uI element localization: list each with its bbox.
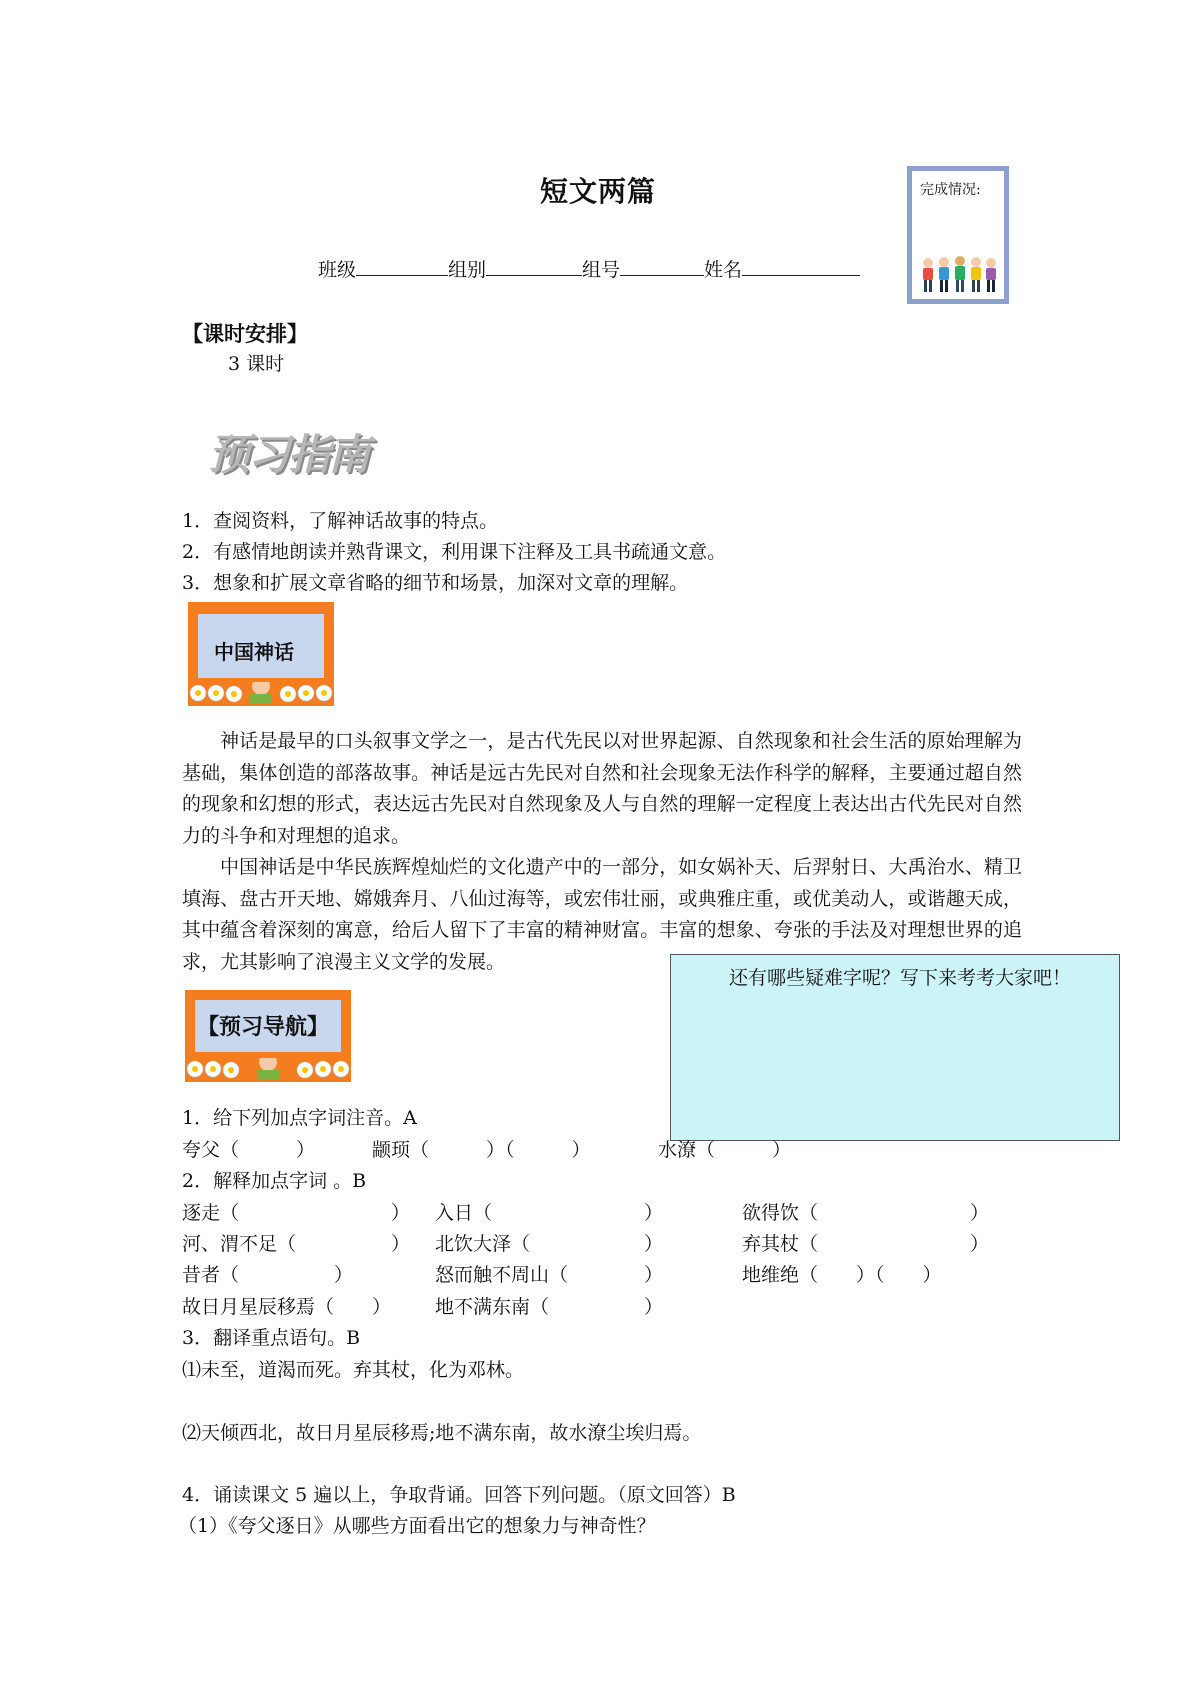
question-2-title: 2．解释加点字词 。B xyxy=(182,1170,367,1192)
group-no-blank[interactable] xyxy=(620,257,704,276)
q4-subquestion-1: （1）《夸父逐日》从哪些方面看出它的想象力与神奇性？ xyxy=(178,1515,656,1537)
q2-item: 地维绝（ ）（ ） xyxy=(742,1264,942,1286)
group-label: 组别 xyxy=(448,259,487,281)
q2-item: 欲得饮（ ） xyxy=(742,1202,990,1224)
page-title: 短文两篇 xyxy=(540,175,657,208)
q2-item: 地不满东南（ ） xyxy=(435,1296,664,1318)
q1-item: 水潦（ ） xyxy=(658,1139,792,1161)
question-3-title: 3．翻译重点语句。B xyxy=(182,1327,361,1349)
schedule-value: 3 课时 xyxy=(228,353,285,375)
schedule-heading: 【课时安排】 xyxy=(182,321,308,346)
china-myth-banner-label: 中国神话 xyxy=(214,640,294,664)
flower-decoration-icon xyxy=(185,1058,351,1080)
status-label: 完成情况: xyxy=(920,182,981,198)
name-blank[interactable] xyxy=(742,257,860,276)
guide-item-3: 3．想象和扩展文章省略的细节和场景，加深对文章的理解。 xyxy=(182,572,689,594)
class-blank[interactable] xyxy=(356,257,448,276)
q2-item: 逐走（ ） xyxy=(182,1202,411,1224)
name-label: 姓名 xyxy=(704,259,743,281)
completion-status-box xyxy=(907,166,1009,304)
guide-item-1: 1．查阅资料，了解神话故事的特点。 xyxy=(182,510,499,532)
china-myth-banner xyxy=(188,602,334,706)
q2-item: 弃其杖（ ） xyxy=(742,1233,990,1255)
q2-item: 北饮大泽（ ） xyxy=(435,1233,664,1255)
q1-item: 颛顼（ ）（ ） xyxy=(372,1139,591,1161)
group-blank[interactable] xyxy=(486,257,582,276)
preview-navigation-banner xyxy=(185,990,351,1082)
preview-guide-heading-image: 预习指南 xyxy=(208,430,369,479)
guide-item-2: 2．有感情地朗读并熟背课文，利用课下注释及工具书疏通文意。 xyxy=(182,541,727,563)
preview-navigation-banner-label: 【预习导航】 xyxy=(197,1014,330,1040)
student-info-row xyxy=(318,255,860,282)
kids-illustration xyxy=(920,253,998,295)
q2-item: 昔者（ ） xyxy=(182,1264,354,1286)
q2-item: 怒而触不周山（ ） xyxy=(435,1264,664,1286)
question-1-title: 1．给下列加点字词注音。A xyxy=(182,1107,417,1129)
q3-sentence-2: ⑵天倾西北，故日月星辰移焉;地不满东南，故水潦尘埃归焉。 xyxy=(182,1422,702,1444)
class-label: 班级 xyxy=(318,259,357,281)
q2-item: 故日月星辰移焉（ ） xyxy=(182,1296,392,1318)
myth-paragraph-2: 中国神话是中华民族辉煌灿烂的文化遗产中的一部分，如女娲补天、后羿射日、大禹治水、精卫填海、盘古开天地、嫦娥奔月、八仙过海等，或宏伟壮丽，或典雅庄重，或优美动人，或谐趣天成，其中蕴含着深刻的寓意，给后人留下了丰富的精神财富。丰富的想象、夸张的手法及对理想世界的追求，尤其影响了浪漫主义文学的发展。 xyxy=(182,856,1022,973)
q3-sentence-1: ⑴未至，道渴而死。弃其杖，化为邓林。 xyxy=(182,1359,525,1381)
q1-item: 夸父（ ） xyxy=(182,1139,316,1161)
difficult-words-note-box[interactable] xyxy=(670,954,1120,1141)
group-no-label: 组号 xyxy=(582,259,621,281)
myth-text-block xyxy=(182,726,1022,978)
note-box-prompt: 还有哪些疑难字呢？写下来考考大家吧！ xyxy=(729,967,1072,989)
q2-item: 河、渭不足（ ） xyxy=(182,1233,411,1255)
question-4-title: 4．诵读课文 5 遍以上，争取背诵。回答下列问题。（原文回答）B xyxy=(182,1484,736,1506)
flower-decoration-icon xyxy=(188,682,334,704)
q2-item: 入日（ ） xyxy=(435,1202,664,1224)
myth-paragraph-1: 神话是最早的口头叙事文学之一，是古代先民以对世界起源、自然现象和社会生活的原始理解为基础，集体创造的部落故事。神话是远古先民对自然和社会现象无法作科学的解释，主要通过超自然的现象和幻想的形式，表达远古先民对自然现象及人与自然的理解一定程度上表达出古代先民对自然力的斗争和对理想的追求。 xyxy=(182,730,1022,847)
